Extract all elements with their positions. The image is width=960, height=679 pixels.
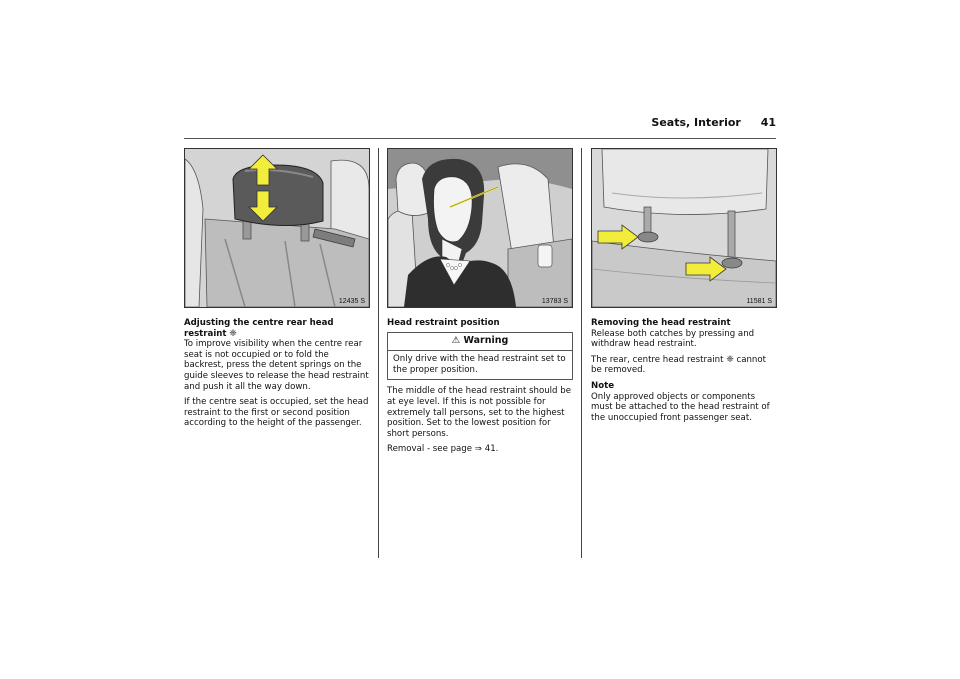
figure-centre-head-restraint <box>184 148 370 308</box>
warning-header <box>388 333 572 352</box>
reference-page-link[interactable]: 41. <box>484 444 499 455</box>
warning-box <box>387 332 573 381</box>
section-heading: Head restraint position <box>387 318 500 328</box>
page-reference <box>387 444 573 455</box>
figure-id: 12435 S <box>338 298 365 305</box>
paragraph <box>591 355 777 376</box>
warning-title: Warning <box>463 334 509 346</box>
equipment-star-icon: ❈ <box>229 328 237 339</box>
column-1-text <box>184 318 370 434</box>
paragraph: If the centre seat is occupied, set the head restraint to the first or second position according to the height of the passenger. <box>184 397 369 429</box>
head-restraint-catches-illustration <box>592 149 776 307</box>
note-text: Only approved objects or components must be attached to the head restraint of the unoccupied front passenger seat. <box>591 391 770 423</box>
driver-eye-level-illustration <box>388 149 572 307</box>
column-divider <box>581 148 582 558</box>
reference-prefix: Removal - see page <box>387 444 473 455</box>
page-header <box>184 116 776 132</box>
column-2-text <box>387 318 573 460</box>
head-restraint-illustration <box>185 149 369 307</box>
page-arrow-icon: ⇒ <box>474 444 482 455</box>
text-fragment: cannot be removed. <box>591 354 766 376</box>
section-heading: Adjusting the centre rear head restraint <box>184 318 334 339</box>
note-label: Note <box>591 380 615 391</box>
section-heading: Removing the head restraint <box>591 318 731 328</box>
page-number: 41 <box>760 116 776 129</box>
header-rule <box>184 138 776 139</box>
warning-icon: ⚠ <box>451 334 461 346</box>
paragraph: Release both catches by pressing and withdraw head restraint. <box>591 328 755 350</box>
figure-remove-head-restraint <box>591 148 777 308</box>
equipment-star-icon: ❈ <box>726 354 734 365</box>
text-fragment: The rear, centre head restraint <box>591 354 724 365</box>
paragraph: The middle of the head restraint should be at eye level. If this is not possible for extremely tall persons, set to the highest position. Set to the lowest position for short persons. <box>387 386 571 439</box>
figure-head-restraint-position <box>387 148 573 308</box>
paragraph: To improve visibility when the centre rear seat is not occupied or to fold the backrest, press the detent springs on the guide sleeves to release the head restraint and push it all the way down. <box>184 339 369 392</box>
column-divider <box>378 148 379 558</box>
column-3-text <box>591 318 777 428</box>
warning-text: Only drive with the head restraint set to the proper position. <box>393 354 566 375</box>
figure-id: 13783 S <box>541 298 568 305</box>
section-title: Seats, Interior <box>651 116 741 129</box>
figure-id: 11581 S <box>746 298 772 305</box>
